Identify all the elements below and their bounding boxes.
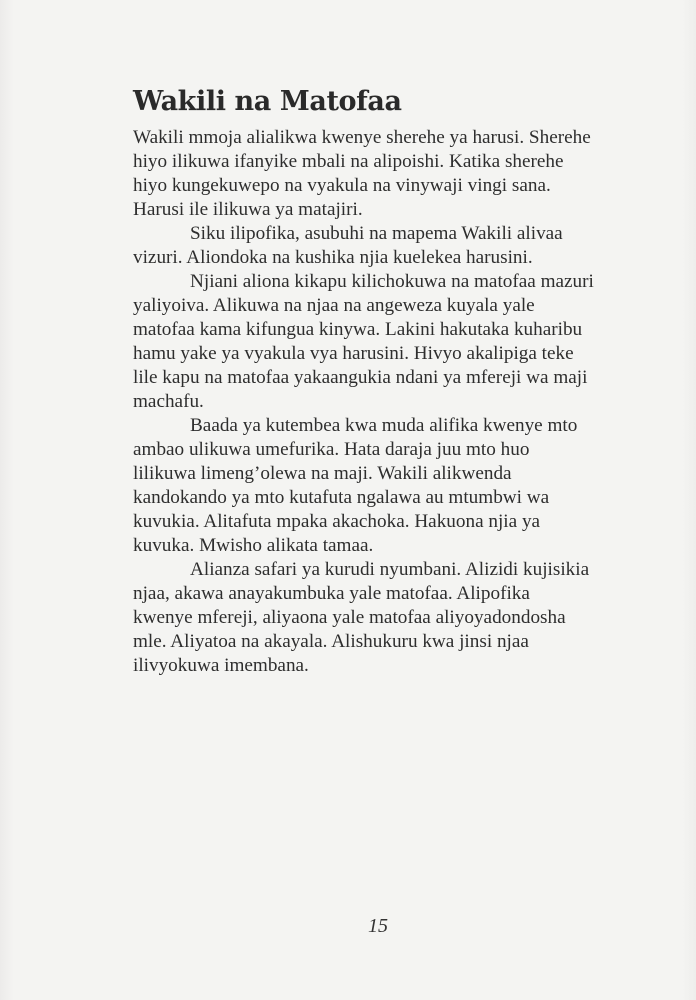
paragraph-first-line: Alianza safari ya kurudi nyumbani. Alizidi kujisikia	[190, 559, 590, 580]
page-number: 15	[368, 915, 388, 937]
body-line: njaa, akawa anayakumbuka yale matofaa. Alipofika	[133, 583, 530, 604]
paragraph-first-line: Baada ya kutembea kwa muda alifika kwenye mto	[190, 415, 578, 436]
body-line: yaliyoiva. Alikuwa na njaa na angeweza kuyala yale	[133, 295, 535, 316]
body-line: matofaa kama kifungua kinywa. Lakini hakutaka kuharibu	[133, 319, 583, 340]
body-line: lilikuwa limeng’olewa na maji. Wakili alikwenda	[133, 463, 512, 484]
body-line: kandokando ya mto kutafuta ngalawa au mtumbwi wa	[133, 487, 550, 508]
body-line: Harusi ile ilikuwa ya matajiri.	[133, 199, 363, 220]
body-line: vizuri. Aliondoka na kushika njia kuelekea harusini.	[133, 247, 533, 268]
story-title: Wakili na Matofaa	[133, 86, 402, 117]
body-line: hiyo ilikuwa ifanyike mbali na alipoishi. Katika sherehe	[133, 151, 564, 172]
body-line: hiyo kungekuwepo na vyakula na vinywaji vingi sana.	[133, 175, 551, 196]
body-line: ilivyokuwa imembana.	[133, 655, 309, 676]
body-line: kuvukia. Alitafuta mpaka akachoka. Hakuona njia ya	[133, 511, 541, 532]
body-line: kuvuka. Mwisho alikata tamaa.	[133, 535, 374, 556]
body-line: ambao ulikuwa umefurika. Hata daraja juu mto huo	[133, 439, 530, 460]
body-line: lile kapu na matofaa yakaangukia ndani ya mfereji wa maji	[133, 367, 588, 388]
body-line: mle. Aliyatoa na akayala. Alishukuru kwa jinsi njaa	[133, 631, 529, 652]
body-line: machafu.	[133, 391, 204, 412]
body-line: hamu yake ya vyakula vya harusini. Hivyo akalipiga teke	[133, 343, 574, 364]
paragraph-first-line: Njiani aliona kikapu kilichokuwa na matofaa mazuri	[190, 271, 594, 292]
body-line: kwenye mfereji, aliyaona yale matofaa aliyoyadondosha	[133, 607, 566, 628]
paragraph-first-line: Siku ilipofika, asubuhi na mapema Wakili alivaa	[190, 223, 563, 244]
body-line: Wakili mmoja alialikwa kwenye sherehe ya harusi. Sherehe	[133, 127, 591, 148]
